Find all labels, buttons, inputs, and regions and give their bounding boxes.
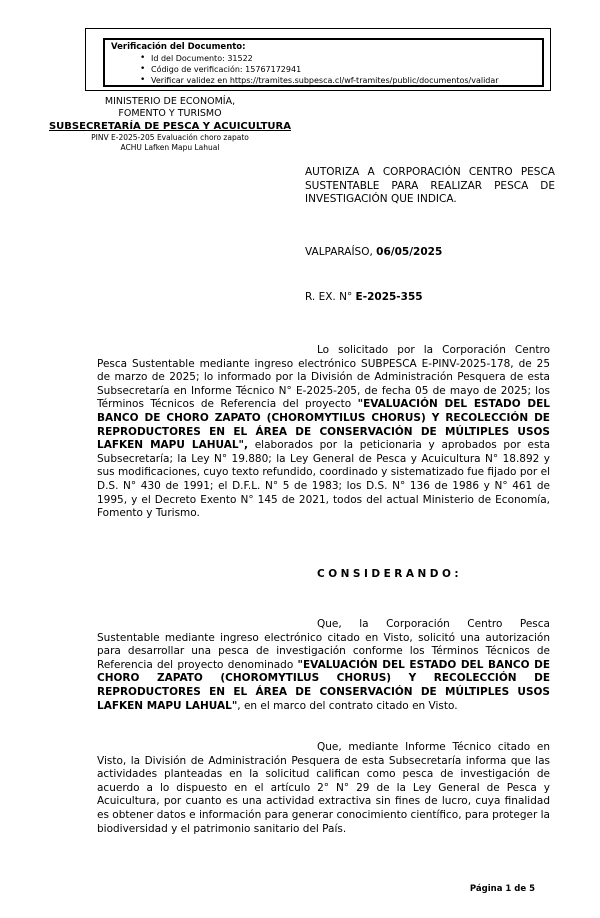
project-reference-line1: PINV E-2025-205 Evaluación choro zapato — [91, 133, 249, 142]
date-value: 06/05/2025 — [376, 246, 443, 258]
paragraph-considerando-1: Que, la Corporación Centro Pesca Sustentable mediante ingreso electrónico citado en Visto, solicitó una autorización para desarrollar una pesca de investigación conforme los Términos Técnicos de Referencia del proyecto denominado "EVALUACIÓN DEL ESTADO DEL BANCO DE CHORO ZAPATO (CHOROMYTILUS CHORUS) Y RECOLECCIÓN DE REPRODUCTORES EN EL ÁREA DE CONSERVACIÓN DE MÚLTIPLES USOS LAFKEN MAPU LAHUAL", en el marco del contrato citado en Visto. — [97, 618, 550, 712]
paragraph-considerando-2: Que, mediante Informe Técnico citado en Visto, la División de Administración Pesquera de esta Subsecretaría informa que las actividades planteadas en la solicitud califican como pesca de investigación de acuerdo a lo dispuesto en el artículo 2° N° 29 de la Ley General de Pesca y Acuicultura, por cuanto es una actividad extractiva sin fines de lucro, cuya finalidad es obtener datos e información para generar conocimiento científico, para proteger la biodiversidad y el patrimonio sanitario del País. — [97, 741, 550, 835]
verification-box-inner — [103, 38, 544, 87]
project-reference-line2: ACHU Lafken Mapu Lahual — [120, 142, 220, 152]
dateline — [305, 246, 442, 258]
resolution-number: E-2025-355 — [355, 291, 423, 303]
resolution-prefix: R. EX. N° — [305, 291, 356, 303]
verification-title: Verificación del Documento: — [111, 42, 246, 52]
ministry-name-line2: FOMENTO Y TURISMO — [118, 108, 222, 119]
verification-box — [85, 28, 551, 91]
city-label: VALPARAÍSO, — [305, 246, 377, 258]
page-number: Página 1 de 5 — [469, 884, 535, 894]
letterhead — [30, 96, 310, 152]
paragraph-visto: Lo solicitado por la Corporación Centro Pesca Sustentable mediante ingreso electrónico SUBPESCA E-PINV-2025-178, de 25 de marzo de 2025; lo informado por la División de Administración Pesquera de esta Subsecretaría en Informe Técnico N° E-2025-205, de fecha 05 de mayo de 2025; los Términos Técnicos de Referencia del proyecto "EVALUACIÓN DEL ESTADO DEL BANCO DE CHORO ZAPATO (CHOROMYTILUS CHORUS) Y RECOLECCIÓN DE REPRODUCTORES EN EL ÁREA DE CONSERVACIÓN DE MÚLTIPLES USOS LAFKEN MAPU LAHUAL", elaborados por la peticionaria y aprobados por esta Subsecretaría; la Ley N° 19.880; la Ley General de Pesca y Acuicultura N° 18.892 y sus modificaciones, cuyo texto refundido, coordinado y sistematizado fue fijado por el D.S. N° 430 de 1991; el D.F.L. N° 5 de 1983; los D.S. N° 136 de 1986 y N° 461 de 1995, y el Decreto Exento N° 145 de 2021, todos del actual Ministerio de Economía, Fomento y Turismo. — [97, 344, 550, 520]
verification-item-url: • Verificar validez en https://tramites.subpesca.cl/wf-tramites/public/documentos/validar — [151, 75, 538, 86]
subsecretaria-name: SUBSECRETARÍA DE PESCA Y ACUICULTURA — [48, 121, 291, 132]
considerando-heading: CONSIDERANDO: — [317, 568, 463, 580]
resolution-line — [305, 291, 423, 303]
subject-paragraph: AUTORIZA A CORPORACIÓN CENTRO PESCA SUSTENTABLE PARA REALIZAR PESCA DE INVESTIGACIÓN QUE INDICA. — [305, 166, 555, 205]
verification-item-id: • Id del Documento: 31522 — [151, 53, 538, 64]
verification-item-code: • Código de verificación: 15767172941 — [151, 64, 538, 75]
ministry-name-line1: MINISTERIO DE ECONOMÍA, — [104, 96, 236, 107]
verification-list — [111, 53, 538, 86]
